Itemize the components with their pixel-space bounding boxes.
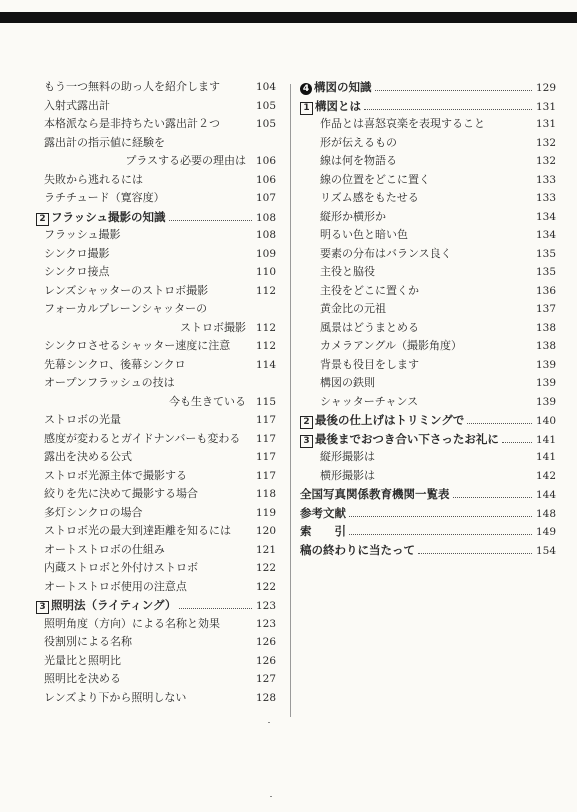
toc-entry-text: ストロボの光量 xyxy=(44,413,121,426)
toc-entry[interactable] xyxy=(300,208,556,227)
toc-entry-page-number: 117 xyxy=(255,414,276,426)
toc-entry-title xyxy=(36,541,165,560)
toc-entry[interactable] xyxy=(300,337,556,356)
toc-entry-page-number: 134 xyxy=(535,210,556,223)
toc-entry-page-number: 135 xyxy=(535,247,556,260)
toc-entry-text: オートストロボの仕組み xyxy=(44,542,165,556)
toc-entry[interactable] xyxy=(36,78,276,97)
toc-entry-title xyxy=(36,171,143,190)
toc-entry-text: 主役をどこに置くか xyxy=(320,283,419,297)
toc-entry-title xyxy=(36,393,254,412)
toc-entry-page-number: 105 xyxy=(255,99,276,112)
toc-entry[interactable] xyxy=(36,689,276,708)
column-divider xyxy=(290,84,291,717)
toc-entry-text: 光量比と照明比 xyxy=(44,653,121,667)
toc-entry[interactable] xyxy=(300,226,556,245)
toc-entry-page-number: 135 xyxy=(535,266,556,278)
section-number-badge: 2 xyxy=(300,416,313,429)
toc-entry-title xyxy=(36,152,254,171)
section-number-badge: 3 xyxy=(36,601,49,614)
toc-entry-title xyxy=(300,504,346,523)
toc-entry[interactable] xyxy=(300,189,556,208)
toc-entry-page-number: 126 xyxy=(255,636,276,648)
toc-entry[interactable] xyxy=(36,485,276,504)
toc-entry-page-number: 120 xyxy=(255,525,276,537)
toc-entry-page-number: 138 xyxy=(535,321,556,334)
top-border-bar xyxy=(0,12,577,23)
toc-entry-title xyxy=(36,559,198,578)
toc-entry-title xyxy=(36,633,132,652)
toc-entry[interactable] xyxy=(300,393,556,412)
toc-entry-text: フォーカルプレーンシャッターの xyxy=(44,302,208,315)
toc-entry-page-number: 107 xyxy=(255,192,276,204)
toc-entry-title xyxy=(300,300,386,319)
toc-entry-page-number: 132 xyxy=(535,155,556,167)
toc-entry[interactable] xyxy=(36,134,276,153)
toc-entry-text: カメラアングル（撮影角度） xyxy=(320,339,463,352)
toc-entry-text: 先幕シンクロ、後幕シンクロ xyxy=(44,357,186,371)
toc-entry[interactable] xyxy=(36,596,276,615)
toc-entry-title xyxy=(36,670,121,689)
toc-entry-title xyxy=(36,134,165,153)
toc-entry[interactable] xyxy=(36,374,276,393)
toc-entry[interactable] xyxy=(36,245,276,264)
toc-entry-text: 主役と脇役 xyxy=(320,265,375,278)
toc-entry-text: フラッシュ撮影の知識 xyxy=(51,209,166,224)
toc-entry-text: オートストロボ使用の注意点 xyxy=(44,579,187,593)
toc-entry-title xyxy=(300,430,499,449)
toc-entry[interactable] xyxy=(300,485,556,504)
toc-entry-text: ストロボ撮影 xyxy=(180,320,246,334)
toc-entry-title xyxy=(300,374,375,393)
toc-entry-text: 本格派なら是非持ちたい露出計２つ xyxy=(44,117,220,130)
toc-entry-title xyxy=(300,78,372,97)
toc-entry-text: オープンフラッシュの技は xyxy=(44,376,175,389)
toc-entry[interactable] xyxy=(300,356,556,375)
toc-entry-page-number: 106 xyxy=(255,155,276,167)
toc-entry-text: 失敗から逃れるには xyxy=(44,172,143,186)
dot-leader xyxy=(502,442,532,443)
toc-entry[interactable] xyxy=(300,430,556,449)
toc-entry-text: シンクロさせるシャッター速度に注意 xyxy=(44,339,231,352)
toc-entry-page-number: 117 xyxy=(255,432,276,445)
toc-entry-title xyxy=(36,356,186,375)
toc-entry-page-number: 115 xyxy=(255,395,276,408)
toc-entry[interactable] xyxy=(300,411,556,430)
toc-entry-page-number: 119 xyxy=(255,506,276,519)
toc-entry-title xyxy=(36,689,186,708)
toc-entry[interactable] xyxy=(300,97,556,116)
toc-entry-text: 稿の終わりに当たって xyxy=(300,542,415,557)
toc-entry[interactable] xyxy=(300,504,556,523)
toc-entry[interactable] xyxy=(300,134,556,153)
toc-entry-title xyxy=(300,337,462,356)
toc-entry-page-number: 128 xyxy=(255,691,276,704)
toc-entry-title xyxy=(36,300,207,319)
toc-entry-page-number: 105 xyxy=(255,118,276,130)
toc-entry[interactable] xyxy=(36,633,276,652)
toc-entry[interactable] xyxy=(300,319,556,338)
toc-entry-text: 構図の知識 xyxy=(314,80,372,94)
toc-entry[interactable] xyxy=(300,171,556,190)
toc-entry-title xyxy=(300,263,375,282)
toc-entry-text: 明るい色と暗い色 xyxy=(320,228,408,241)
toc-entry-title xyxy=(300,522,346,541)
toc-entry[interactable] xyxy=(36,208,276,227)
toc-entry-text: 最後までおつき合い下さったお礼に xyxy=(315,431,499,446)
toc-entry-title xyxy=(36,578,187,597)
toc-entry[interactable] xyxy=(36,319,276,338)
toc-entry-title xyxy=(36,504,143,523)
toc-entry-text: 縦形撮影は xyxy=(320,450,375,463)
toc-entry-title xyxy=(300,467,375,486)
toc-entry-title xyxy=(300,115,485,134)
section-number-badge: 3 xyxy=(300,435,313,448)
toc-entry-page-number: 139 xyxy=(535,395,556,408)
toc-entry-page-number: 123 xyxy=(255,617,276,630)
toc-entry[interactable] xyxy=(36,115,276,134)
toc-entry-text: 感度が変わるとガイドナンバーも変わる xyxy=(44,431,241,445)
toc-entry-text: シンクロ撮影 xyxy=(44,246,110,260)
toc-entry-page-number: 141 xyxy=(535,451,556,463)
toc-entry[interactable] xyxy=(300,115,556,134)
toc-entry[interactable] xyxy=(300,78,556,97)
toc-entry-text: 線は何を物語る xyxy=(320,154,397,167)
toc-entry-text: 全国写真関係教育機関一覧表 xyxy=(300,487,450,501)
toc-entry[interactable] xyxy=(300,448,556,467)
page-speck xyxy=(268,722,270,723)
toc-entry-title xyxy=(36,448,132,467)
toc-entry-title xyxy=(36,430,240,449)
toc-entry-page-number: 109 xyxy=(255,247,276,260)
toc-entry-text: ストロボ光源主体で撮影する xyxy=(44,468,187,482)
toc-entry-page-number: 112 xyxy=(255,284,276,297)
toc-entry-page-number: 136 xyxy=(535,284,556,297)
toc-entry-page-number: 117 xyxy=(255,469,276,482)
toc-entry[interactable] xyxy=(36,652,276,671)
toc-entry-title xyxy=(36,652,121,671)
toc-entry[interactable] xyxy=(300,152,556,171)
toc-entry-text: 内蔵ストロボと外付けストロボ xyxy=(44,561,198,574)
toc-entry[interactable] xyxy=(300,374,556,393)
toc-entry[interactable] xyxy=(36,522,276,541)
toc-entry-page-number: 131 xyxy=(535,118,556,130)
toc-entry[interactable] xyxy=(36,393,276,412)
chapter-number-badge: 4 xyxy=(300,83,312,95)
toc-entry-text: シャッターチャンス xyxy=(320,394,419,408)
toc-entry-title xyxy=(300,541,415,560)
toc-entry-title xyxy=(300,245,452,264)
toc-entry[interactable] xyxy=(36,467,276,486)
toc-entry-text: 露出計の指示値に経験を xyxy=(44,135,165,149)
dot-leader xyxy=(349,534,532,535)
toc-entry-page-number: 129 xyxy=(535,82,556,94)
toc-entry-page-number: 141 xyxy=(535,433,556,446)
toc-entry-page-number: 122 xyxy=(255,580,276,593)
toc-entry-text: 露出を決める公式 xyxy=(44,450,132,463)
toc-entry-text: 要素の分布はバランス良く xyxy=(320,246,452,260)
dot-leader xyxy=(169,220,252,221)
toc-entry-page-number: 104 xyxy=(255,81,276,93)
toc-entry-page-number: 148 xyxy=(535,507,556,520)
toc-entry-text: 最後の仕上げはトリミングで xyxy=(315,413,465,427)
toc-entry[interactable] xyxy=(36,263,276,282)
toc-entry-page-number: 149 xyxy=(535,526,556,538)
toc-entry[interactable] xyxy=(36,430,276,449)
page-speck xyxy=(270,796,272,797)
toc-entry-text: リズム感をもたせる xyxy=(320,191,419,204)
toc-entry-text: シンクロ接点 xyxy=(44,265,110,278)
toc-entry-text: 黄金比の元祖 xyxy=(320,302,386,315)
toc-entry[interactable] xyxy=(36,226,276,245)
toc-entry[interactable] xyxy=(36,300,276,319)
toc-entry-title xyxy=(300,97,361,116)
toc-entry-page-number: 110 xyxy=(255,266,276,278)
toc-entry-title xyxy=(36,245,110,264)
toc-entry-title xyxy=(36,485,198,504)
toc-entry-page-number: 144 xyxy=(535,489,556,501)
dot-leader xyxy=(179,608,252,609)
toc-right-column xyxy=(300,78,556,559)
toc-entry[interactable] xyxy=(36,356,276,375)
toc-entry[interactable] xyxy=(300,467,556,486)
toc-entry-title xyxy=(300,134,397,153)
toc-entry-page-number: 132 xyxy=(535,136,556,149)
toc-entry-title xyxy=(300,226,408,245)
section-number-badge: 1 xyxy=(300,102,313,115)
section-number-badge: 2 xyxy=(36,213,49,226)
toc-entry-title xyxy=(36,78,220,97)
toc-entry-text: レンズシャッターのストロボ撮影 xyxy=(44,283,209,297)
toc-entry-title xyxy=(300,319,419,338)
toc-entry-page-number: 126 xyxy=(255,654,276,667)
toc-entry-title xyxy=(300,282,419,301)
toc-entry[interactable] xyxy=(36,670,276,689)
toc-entry-title xyxy=(300,171,430,190)
toc-entry-title xyxy=(300,411,464,430)
toc-entry-page-number: 112 xyxy=(255,321,276,334)
toc-entry-page-number: 112 xyxy=(255,340,276,352)
toc-entry-page-number: 131 xyxy=(535,100,556,113)
toc-entry[interactable] xyxy=(300,263,556,282)
toc-entry-page-number: 138 xyxy=(535,340,556,352)
toc-entry-page-number: 139 xyxy=(535,358,556,371)
toc-entry-text: 絞りを先に決めて撮影する場合 xyxy=(44,487,198,500)
toc-entry-page-number: 134 xyxy=(535,229,556,241)
toc-entry[interactable] xyxy=(300,522,556,541)
toc-entry-page-number: 118 xyxy=(255,488,276,500)
toc-entry-text: 役割別による名称 xyxy=(44,635,132,648)
toc-entry-page-number: 133 xyxy=(535,192,556,204)
toc-entry[interactable] xyxy=(300,541,556,560)
toc-entry-title xyxy=(36,319,254,338)
toc-entry[interactable] xyxy=(36,337,276,356)
toc-entry-page-number: 117 xyxy=(255,451,276,463)
toc-entry-page-number: 123 xyxy=(255,600,276,612)
toc-entry-text: 参考文献 xyxy=(300,505,346,520)
toc-entry-text: 照明法（ライティング） xyxy=(51,598,177,612)
toc-entry[interactable] xyxy=(36,541,276,560)
toc-entry[interactable] xyxy=(36,171,276,190)
toc-entry-page-number: 154 xyxy=(535,544,556,557)
toc-entry-title xyxy=(300,356,419,375)
toc-entry-text: ストロボ光の最大到達距離を知るには xyxy=(44,524,231,537)
toc-entry-text: レンズより下から照明しない xyxy=(44,690,187,704)
toc-entry[interactable] xyxy=(36,189,276,208)
toc-entry-page-number: 114 xyxy=(255,358,276,371)
toc-entry-text: フラッシュ撮影 xyxy=(44,228,121,241)
toc-entry-page-number: 108 xyxy=(255,229,276,241)
toc-entry-title xyxy=(300,152,397,171)
toc-entry-text: 背景も役目をします xyxy=(320,357,419,371)
toc-entry[interactable] xyxy=(36,282,276,301)
toc-entry[interactable] xyxy=(36,578,276,597)
toc-entry-page-number: 137 xyxy=(535,303,556,315)
toc-entry-text: 今も生きている xyxy=(169,394,246,408)
toc-entry-text: 風景はどうまとめる xyxy=(320,320,419,334)
dot-leader xyxy=(375,90,533,91)
toc-entry-text: 入射式露出計 xyxy=(44,98,110,112)
toc-entry-text: プラスする必要の理由は xyxy=(125,154,246,167)
toc-entry-page-number: 106 xyxy=(255,173,276,186)
toc-entry-title xyxy=(36,189,165,208)
toc-entry-text: ラチチュード（寛容度） xyxy=(44,191,165,204)
toc-entry[interactable] xyxy=(36,615,276,634)
toc-entry-text: 照明比を決める xyxy=(44,672,121,685)
toc-entry-page-number: 122 xyxy=(255,562,276,574)
toc-left-column xyxy=(36,78,276,707)
toc-entry-title xyxy=(36,97,110,116)
toc-entry-title xyxy=(36,374,175,393)
dot-leader xyxy=(467,423,532,424)
toc-entry[interactable] xyxy=(36,504,276,523)
dot-leader xyxy=(418,553,532,554)
toc-entry-title xyxy=(36,208,166,227)
toc-entry-page-number: 139 xyxy=(535,377,556,389)
toc-entry-title xyxy=(36,615,220,634)
toc-entry-title xyxy=(36,467,187,486)
toc-entry-title xyxy=(36,337,230,356)
toc-entry-title xyxy=(300,208,386,227)
toc-entry-text: 構図の鉄則 xyxy=(320,376,375,389)
toc-entry-text: 縦形か横形か xyxy=(320,209,386,223)
toc-entry[interactable] xyxy=(36,448,276,467)
toc-entry-title xyxy=(36,282,208,301)
toc-entry-text: 横形撮影は xyxy=(320,468,375,482)
toc-entry-title xyxy=(36,411,121,430)
toc-entry-page-number: 108 xyxy=(255,211,276,224)
toc-entry-text: 線の位置をどこに置く xyxy=(320,172,430,186)
toc-entry-page-number: 127 xyxy=(255,673,276,685)
toc-entry[interactable] xyxy=(36,97,276,116)
toc-entry-text: 多灯シンクロの場合 xyxy=(44,505,143,519)
toc-entry[interactable] xyxy=(300,300,556,319)
toc-entry[interactable] xyxy=(300,245,556,264)
toc-entry-title xyxy=(36,522,231,541)
toc-entry-page-number: 133 xyxy=(535,173,556,186)
toc-entry-title xyxy=(300,485,450,504)
toc-entry[interactable] xyxy=(36,152,276,171)
dot-leader xyxy=(453,497,533,498)
toc-entry-page-number: 142 xyxy=(535,469,556,482)
toc-entry-text: 作品とは喜怒哀楽を表現すること xyxy=(320,117,485,130)
toc-entry[interactable] xyxy=(300,282,556,301)
toc-entry-title xyxy=(36,263,110,282)
toc-entry-title xyxy=(300,189,419,208)
toc-entry[interactable] xyxy=(36,559,276,578)
toc-entry-page-number: 140 xyxy=(535,415,556,427)
toc-entry-title xyxy=(36,596,176,615)
toc-entry-text: 形が伝えるもの xyxy=(320,135,397,149)
dot-leader xyxy=(349,516,532,517)
dot-leader xyxy=(364,109,532,110)
toc-entry[interactable] xyxy=(36,411,276,430)
toc-entry-text: 構図とは xyxy=(315,98,361,113)
toc-entry-text: 索 引 xyxy=(300,524,346,538)
toc-entry-title xyxy=(300,448,375,467)
toc-entry-page-number: 121 xyxy=(255,543,276,556)
toc-entry-text: 照明角度（方向）による名称と効果 xyxy=(44,616,220,630)
toc-entry-title xyxy=(300,393,418,412)
toc-entry-title xyxy=(36,226,121,245)
toc-entry-title xyxy=(36,115,220,134)
toc-entry-text: もう一つ無料の助っ人を紹介します xyxy=(44,80,220,93)
